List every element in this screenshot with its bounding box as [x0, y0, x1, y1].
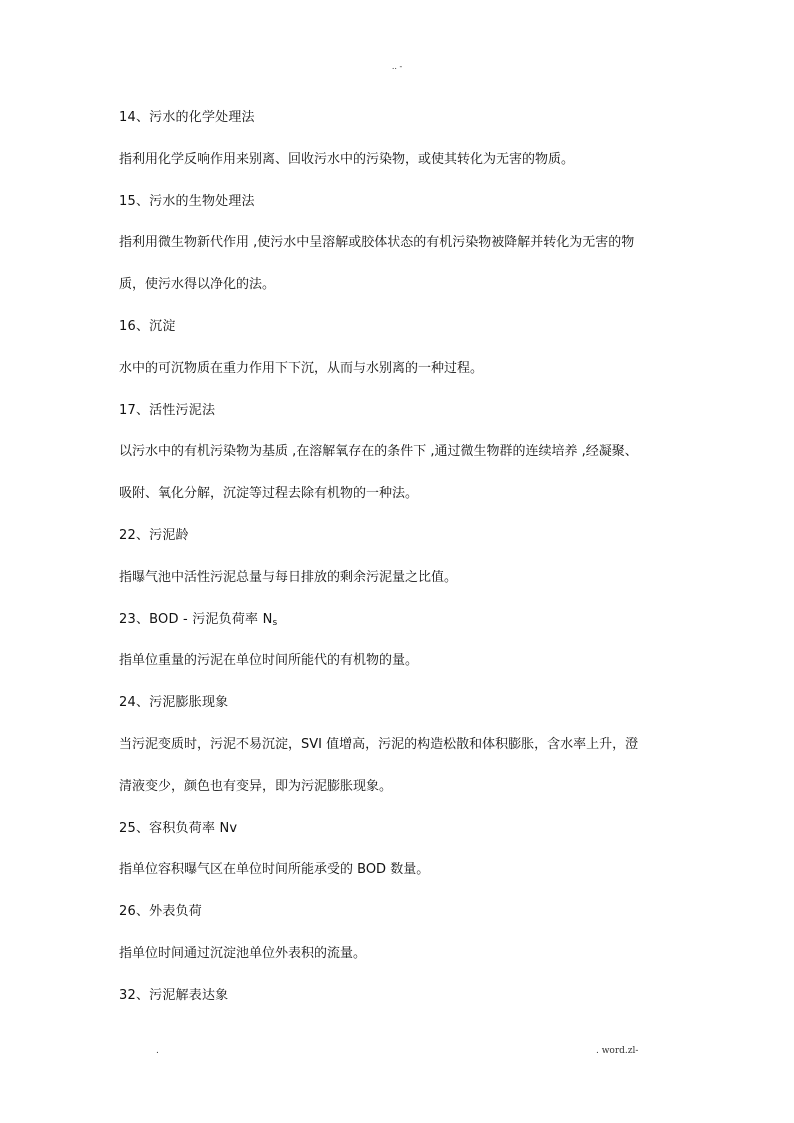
section-title: 26、外表负荷 [119, 904, 202, 920]
section-title: 22、污泥龄 [119, 528, 189, 543]
section-text: 指单位重量的污泥在单位时间所能代的有机物的量。 [119, 653, 419, 669]
section-title: 15、污水的生物处理法 [119, 193, 255, 209]
section-title [119, 610, 277, 630]
section-text: 指曝气池中活性污泥总量与每日排放的剩余污泥量之比值。 [119, 569, 458, 585]
section-title: 16、沉淀 [119, 319, 176, 334]
section-text: 指利用化学反响作用来别离、回收污水中的污染物，或使其转化为无害的物质。 [119, 151, 575, 167]
section-title: 25、容积负荷率 Nv [119, 820, 238, 836]
page-footer-left: . [156, 1046, 159, 1056]
section-title: 24、污泥膨胀现象 [119, 695, 229, 711]
section-text: 指利用微生物新代作用 ,使污水中呈溶解或胶体状态的有机污染物被降解并转化为无害的物 [119, 235, 635, 251]
subscript: s [272, 617, 278, 628]
section-title: 32、污泥解表达象 [119, 987, 229, 1003]
section-title: 17、活性污泥法 [119, 402, 216, 418]
section-text: 指单位时间通过沉淀池单位外表积的流量。 [119, 946, 367, 961]
section-title-main: 23、BOD - 污泥负荷率 N [119, 611, 273, 627]
section-text: 当污泥变质时，污泥不易沉淀，SVI 值增高，污泥的构造松散和体积膨胀，含水率上升，澄 [119, 737, 639, 752]
section-text: 水中的可沉物质在重力作用下下沉，从而与水别离的一种过程。 [119, 360, 484, 376]
section-text: 指单位容积曝气区在单位时间所能承受的 BOD 数量。 [119, 862, 430, 878]
section-text: 吸附、氧化分解，沉淀等过程去除有机物的一种法。 [119, 486, 419, 502]
section-title: 14、污水的化学处理法 [119, 110, 255, 125]
page-footer-right: . word.zl- [596, 1046, 639, 1056]
page-header-mark: .. - [391, 62, 403, 71]
section-text: 以污水中的有机污染物为基质 ,在溶解氧存在的条件下 ,通过微生物群的连续培养 ,经凝聚、 [119, 444, 638, 460]
section-text: 质，使污水得以净化的法。 [119, 277, 276, 293]
section-text: 清液变少，颜色也有变异，即为污泥膨胀现象。 [119, 778, 393, 794]
